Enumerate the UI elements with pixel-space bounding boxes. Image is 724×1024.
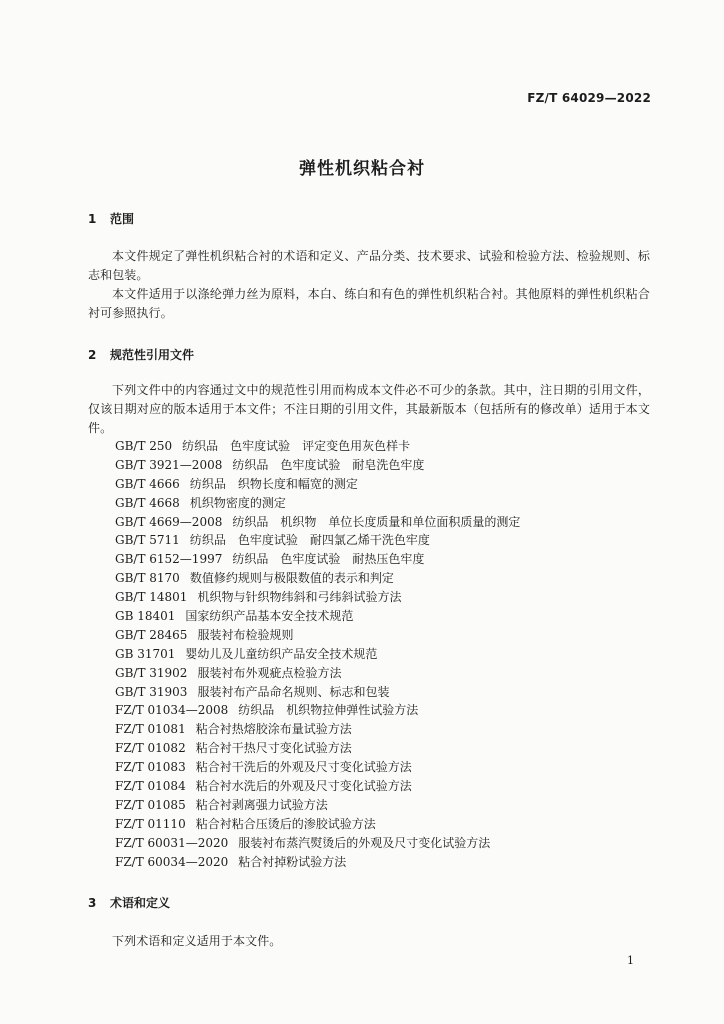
reference-item — [115, 683, 520, 702]
reference-code: GB/T 14801 — [115, 590, 188, 605]
reference-code: FZ/T 01083 — [115, 760, 186, 775]
reference-title: 纺织品 织物长度和幅宽的测定 — [189, 476, 358, 491]
reference-item — [115, 569, 520, 588]
reference-item — [115, 588, 520, 607]
reference-item — [115, 701, 520, 720]
reference-title: 粘合衬水洗后的外观及尺寸变化试验方法 — [195, 779, 412, 794]
reference-code: FZ/T 60031—2020 — [115, 835, 229, 850]
reference-code: FZ/T 01085 — [115, 797, 186, 812]
section-1-paragraph-2: 本文件适用于以涤纶弹力丝为原料，本白、练白和有色的弹性机织粘合衬。其他原料的弹性机织粘合衬可参照执行。 — [88, 287, 650, 320]
reference-code: GB/T 8170 — [115, 571, 180, 586]
page-number: 1 — [627, 954, 634, 967]
reference-code: GB/T 31903 — [115, 684, 188, 699]
section-2-heading — [88, 346, 194, 363]
reference-title: 机织物密度的测定 — [189, 495, 286, 510]
reference-title: 服装衬布检验规则 — [197, 627, 294, 642]
section-1-title: 范围 — [110, 212, 135, 226]
reference-title: 国家纺织产品基本安全技术规范 — [185, 609, 354, 624]
reference-item — [115, 645, 520, 664]
reference-title: 粘合衬掉粉试验方法 — [238, 854, 347, 869]
reference-title: 粘合衬干热尺寸变化试验方法 — [195, 741, 352, 756]
reference-title: 纺织品 机织物 单位长度质量和单位面积质量的测定 — [232, 514, 521, 529]
document-title: 弹性机织粘合衬 — [299, 159, 425, 179]
reference-title: 婴幼儿及儿童纺织产品安全技术规范 — [185, 646, 378, 661]
reference-title: 纺织品 色牢度试验 评定变色用灰色样卡 — [182, 439, 411, 453]
reference-title: 纺织品 机织物拉伸弹性试验方法 — [238, 703, 419, 718]
reference-title: 纺织品 色牢度试验 耐皂洗色牢度 — [232, 457, 425, 472]
section-3-heading — [88, 894, 170, 911]
reference-item — [115, 607, 520, 626]
reference-code: GB/T 5711 — [115, 533, 180, 548]
reference-code: GB/T 6152—1997 — [115, 552, 223, 567]
reference-code: GB 31701 — [115, 646, 176, 661]
reference-item — [115, 494, 520, 513]
reference-title: 纺织品 色牢度试验 耐四氯乙烯干洗色牢度 — [189, 533, 430, 548]
reference-code: GB/T 4668 — [115, 495, 180, 510]
reference-code: GB/T 4666 — [115, 476, 180, 491]
reference-code: GB/T 250 — [115, 439, 173, 453]
reference-item — [115, 720, 520, 739]
reference-title: 服装衬布蒸汽熨烫后的外观及尺寸变化试验方法 — [238, 835, 491, 850]
reference-item — [115, 550, 520, 569]
section-2-title: 规范性引用文件 — [110, 348, 195, 362]
section-2-number: 2 — [88, 348, 97, 362]
section-2-intro: 下列文件中的内容通过文中的规范性引用而构成本文件必不可少的条款。其中，注日期的引用文件，仅该日期对应的版本适用于本文件；不注日期的引用文件，其最新版本（包括所有的修改单）适用于本文件。 — [88, 383, 650, 435]
reference-item — [115, 777, 520, 796]
reference-item — [115, 853, 520, 872]
section-3-intro: 下列术语和定义适用于本文件。 — [112, 934, 282, 948]
reference-code: GB/T 31902 — [115, 665, 188, 680]
reference-code: FZ/T 01110 — [115, 816, 186, 831]
reference-code: FZ/T 60034—2020 — [115, 854, 229, 869]
reference-title: 数值修约规则与极限数值的表示和判定 — [189, 571, 394, 586]
reference-list — [115, 437, 520, 871]
reference-item — [115, 513, 520, 532]
reference-item — [115, 834, 520, 853]
reference-item — [115, 626, 520, 645]
reference-title: 机织物与针织物纬斜和弓纬斜试验方法 — [197, 590, 402, 605]
reference-item — [115, 739, 520, 758]
standard-code: FZ/T 64029—2022 — [527, 91, 651, 105]
reference-title: 纺织品 色牢度试验 耐热压色牢度 — [232, 552, 425, 567]
reference-code: GB/T 4669—2008 — [115, 514, 223, 529]
reference-code: GB/T 28465 — [115, 627, 188, 642]
section-1-heading — [88, 210, 134, 227]
reference-item — [115, 456, 520, 475]
reference-title: 粘合衬热熔胶涂布量试验方法 — [195, 722, 352, 737]
reference-code: FZ/T 01084 — [115, 779, 186, 794]
reference-item — [115, 531, 520, 550]
reference-code: GB/T 3921—2008 — [115, 457, 223, 472]
reference-item — [115, 437, 520, 456]
reference-item — [115, 796, 520, 815]
reference-item — [115, 475, 520, 494]
reference-code: GB 18401 — [115, 609, 176, 624]
section-1-number: 1 — [88, 212, 97, 226]
reference-code: FZ/T 01034—2008 — [115, 703, 229, 718]
section-3-number: 3 — [88, 896, 97, 910]
section-1-paragraph-1: 本文件规定了弹性机织粘合衬的术语和定义、产品分类、技术要求、试验和检验方法、检验规则、标志和包装。 — [88, 249, 650, 282]
reference-item — [115, 664, 520, 683]
section-3-title: 术语和定义 — [110, 896, 171, 910]
reference-title: 服装衬布产品命名规则、标志和包装 — [197, 684, 390, 699]
reference-title: 服装衬布外观疵点检验方法 — [197, 665, 342, 680]
reference-title: 粘合衬粘合压烫后的渗胶试验方法 — [195, 816, 376, 831]
reference-item — [115, 758, 520, 777]
reference-title: 粘合衬剥离强力试验方法 — [195, 797, 328, 812]
reference-code: FZ/T 01082 — [115, 741, 186, 756]
reference-code: FZ/T 01081 — [115, 722, 186, 737]
reference-item — [115, 815, 520, 834]
reference-title: 粘合衬干洗后的外观及尺寸变化试验方法 — [195, 760, 412, 775]
